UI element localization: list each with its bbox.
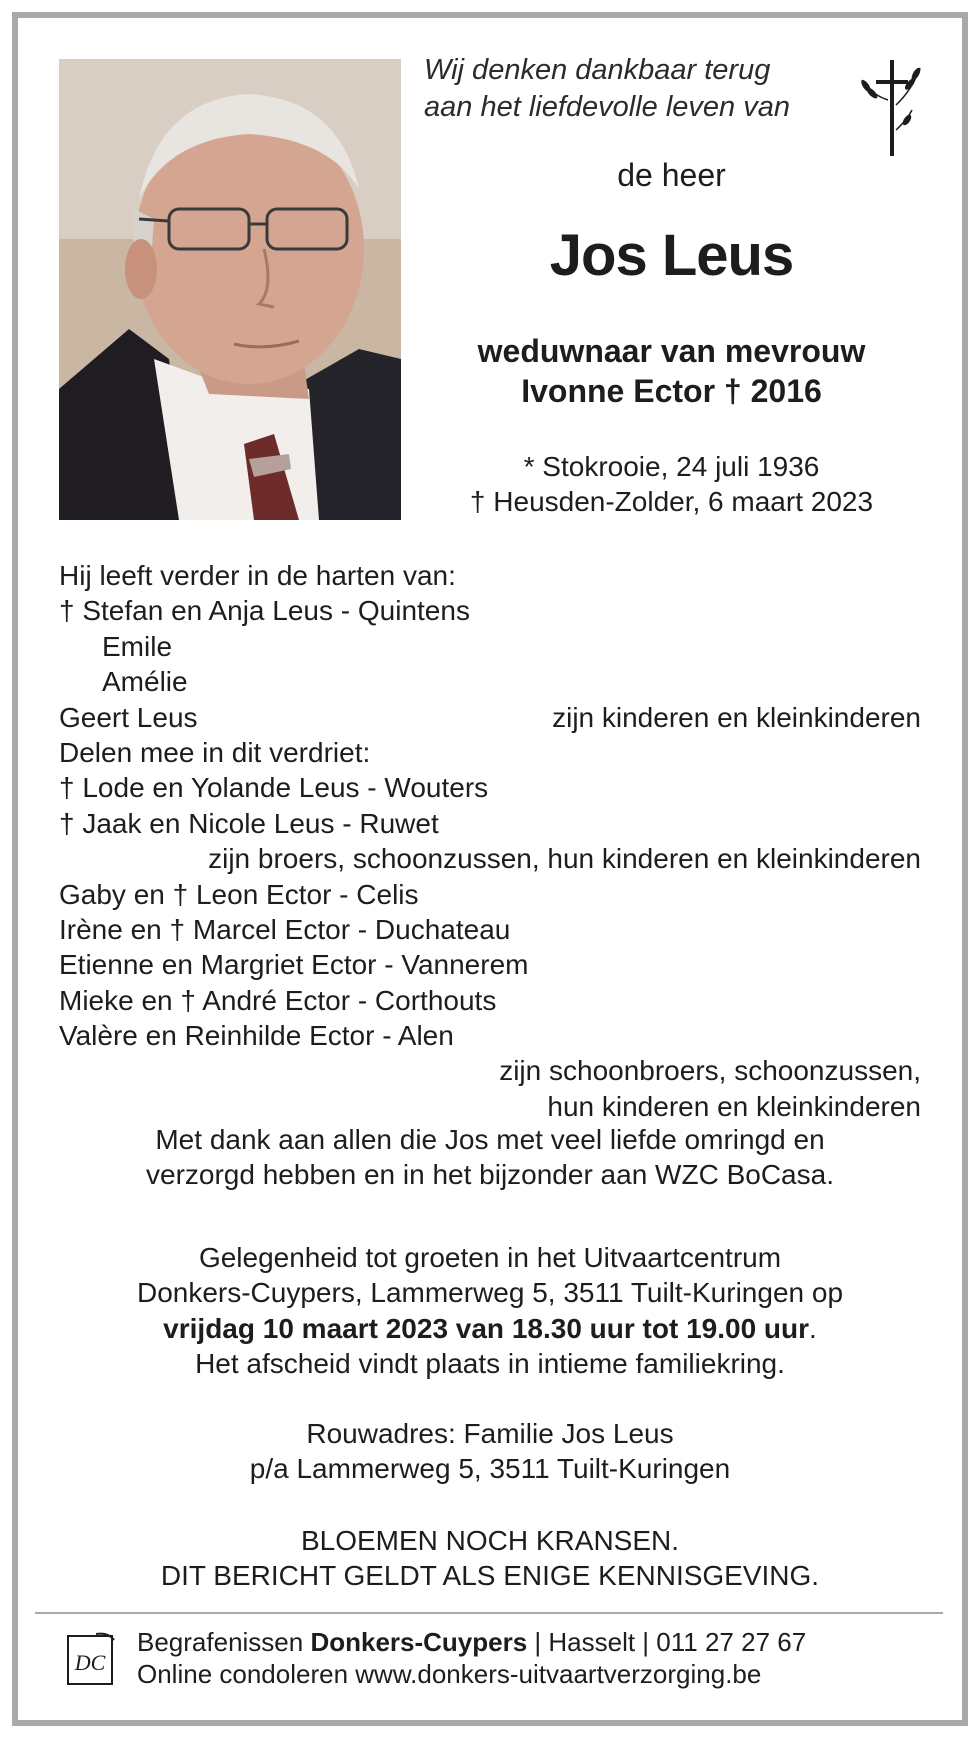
address-line-2: p/a Lammerweg 5, 3511 Tuilt-Kuringen: [249, 1453, 731, 1485]
thanks-line-2: verzorgd hebben en in het bijzonder aan WZC BoCasa.: [146, 1159, 834, 1191]
death-date: † Heusden-Zolder, 6 maart 2023: [469, 486, 874, 517]
donkers-cuypers-logo-icon: [66, 1630, 116, 1686]
mourning-address: [59, 1416, 921, 1487]
inlaws-label-2: hun kinderen en kleinkinderen: [547, 1090, 921, 1122]
deceased-name: Jos Leus: [549, 223, 794, 288]
online-label: Online condoleren: [137, 1659, 356, 1689]
share-intro: Delen mee in dit verdriet:: [59, 736, 371, 768]
visitation-line-2: Donkers-Cuypers, Lammerweg 5, 3511 Tuilt-Kuringen op: [136, 1277, 844, 1309]
cross-with-wheat-icon: [852, 60, 932, 160]
website-link[interactable]: www.donkers-uitvaartverzorging.be: [355, 1659, 762, 1689]
birth-date: * Stokrooie, 24 juli 1936: [523, 451, 820, 482]
footer-phone[interactable]: 011 27 27 67: [656, 1627, 807, 1657]
logo-text: DC: [74, 1650, 106, 1675]
family-sibling-2: † Jaak en Nicole Leus - Ruwet: [59, 807, 439, 839]
family-inlaw-4: Mieke en † André Ector - Corthouts: [59, 984, 497, 1016]
intro-line-2: aan het liefdevolle leven van: [424, 91, 790, 123]
footer-city: | Hasselt |: [527, 1627, 657, 1657]
children-label: zijn kinderen en kleinkinderen: [552, 701, 921, 733]
notice-text: [59, 1523, 921, 1594]
deceased-portrait: [59, 59, 401, 520]
intro-line-1: Wij denken dankbaar terug: [424, 54, 771, 86]
family-intro: Hij leeft verder in de harten van:: [59, 560, 456, 591]
notice-line-2: DIT BERICHT GELDT ALS ENIGE KENNISGEVING.: [160, 1560, 820, 1592]
family-child-2-row: [59, 700, 921, 735]
family-inlaw-2: Irène en † Marcel Ector - Duchateau: [59, 913, 511, 945]
visitation-line-3: [59, 1311, 921, 1346]
notice-line-1: BLOEMEN NOCH KRANSEN.: [300, 1525, 680, 1556]
footer-line-2: [137, 1658, 806, 1690]
family-child-2: Geert Leus: [59, 701, 198, 733]
family-inlaw-1: Gaby en † Leon Ector - Celis: [59, 878, 419, 910]
family-inlaw-3: Etienne en Margriet Ector - Vannerem: [59, 949, 529, 981]
inlaws-label-1: zijn schoonbroers, schoonzussen,: [499, 1055, 921, 1087]
intro-text: [424, 52, 790, 126]
address-line-1: Rouwadres: Familie Jos Leus: [306, 1418, 674, 1449]
thanks-text: [59, 1122, 921, 1193]
visitation-line-1: Gelegenheid tot groeten in het Uitvaartcentrum: [198, 1242, 782, 1273]
family-child-1: † Stefan en Anja Leus - Quintens: [59, 595, 470, 627]
footer-divider: [35, 1612, 943, 1614]
footer-text: [137, 1626, 806, 1690]
widower-text: [424, 331, 919, 411]
widower-line-2: Ivonne Ector † 2016: [521, 373, 822, 409]
thanks-line-1: Met dank aan allen die Jos met veel liefde omringd en: [155, 1124, 825, 1155]
widower-line-1: weduwnaar van mevrouw: [477, 333, 866, 369]
family-grandchild-2: Amélie: [102, 666, 188, 698]
footer-line-1: [137, 1626, 806, 1658]
life-dates: [424, 449, 919, 519]
footer-company: Donkers-Cuypers: [310, 1627, 528, 1657]
family-sibling-1: † Lode en Yolande Leus - Wouters: [59, 772, 489, 804]
siblings-label: zijn broers, schoonzussen, hun kinderen en kleinkinderen: [208, 843, 921, 875]
family-inlaw-5: Valère en Reinhilde Ector - Alen: [59, 1020, 454, 1052]
footer-prefix: Begrafenissen: [137, 1627, 311, 1657]
title-prefix: de heer: [617, 157, 726, 193]
visitation-line-4: Het afscheid vindt plaats in intieme familiekring.: [195, 1348, 785, 1380]
family-grandchild-1: Emile: [102, 630, 173, 662]
visitation-period: .: [809, 1312, 817, 1344]
visitation-datetime: vrijdag 10 maart 2023 van 18.30 uur tot 19.00 uur: [163, 1312, 810, 1344]
family-list: [59, 558, 921, 1124]
visitation-text: [59, 1240, 921, 1382]
